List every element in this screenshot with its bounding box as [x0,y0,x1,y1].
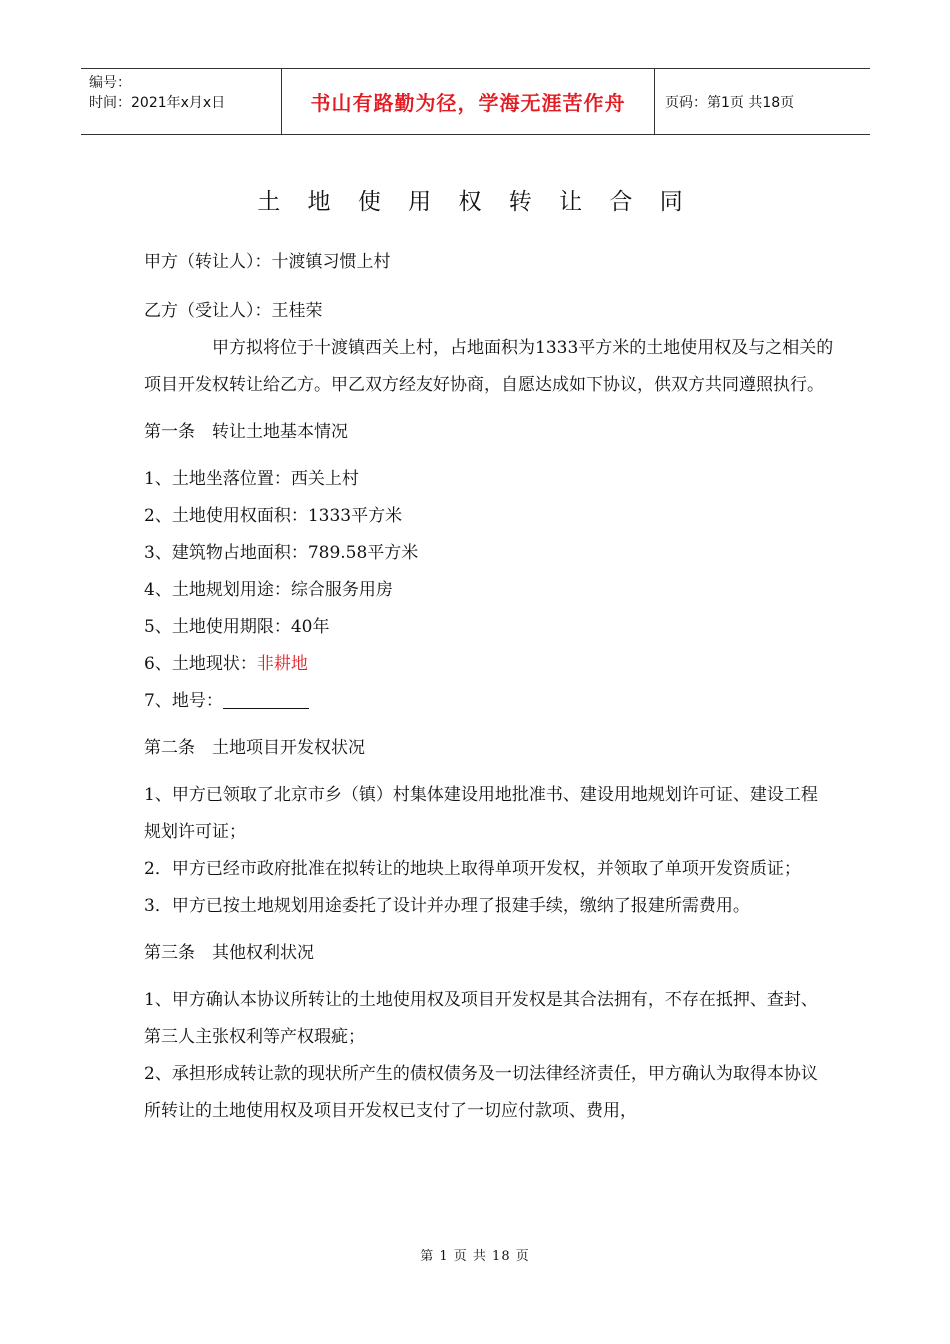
header-meta [81,69,282,134]
number-label: 编号： [89,75,131,91]
lot-number-blank [223,690,309,709]
header-motto-cell [282,69,655,134]
time-text: 时间：2021年x月x日 [89,95,226,111]
land-status-label: 6、土地现状： [144,654,257,674]
article1-item-4: 4、土地规划用途：综合服务用房 [144,580,393,600]
article1-heading: 第一条 转让土地基本情况 [144,422,348,442]
article3-heading: 第三条 其他权利状况 [144,943,314,963]
article1-item-3: 3、建筑物占地面积：789.58平方米 [144,543,419,563]
document-title: 土 地 使 用 权 转 让 合 同 [257,189,693,215]
page-counter: 页码：第1页 共18页 [665,94,795,111]
article3-item-1: 1、甲方确认本协议所转让的土地使用权及项目开发权是其合法拥有，不存在抵押、查封、第三人主张权利等产权瑕疵； [144,990,818,1047]
article1-item-2: 2、土地使用权面积：1333平方米 [144,506,403,526]
party-b: 乙方（受让人）：王桂荣 [144,301,323,321]
article2-item-3: 3．甲方已按土地规划用途委托了设计并办理了报建手续，缴纳了报建所需费用。 [144,896,750,916]
document-header [81,68,870,135]
intro-paragraph: 甲方拟将位于十渡镇西关上村，占地面积为1333平方米的土地使用权及与之相关的项目开发权转让给乙方。甲乙双方经友好协商，自愿达成如下协议，供双方共同遵照执行。 [144,338,834,395]
motto-text: 书山有路勤为径，学海无涯苦作舟 [310,91,626,115]
party-a: 甲方（转让人）：十渡镇习惯上村 [144,252,391,272]
article2-heading: 第二条 土地项目开发权状况 [144,738,365,758]
article1-item-7 [144,683,834,720]
header-page-cell [655,69,870,134]
lot-number-label: 7、地号： [144,691,223,711]
article2-item-2: 2．甲方已经市政府批准在拟转让的地块上取得单项开发权，并领取了单项开发资质证； [144,859,801,879]
article1-item-1: 1、土地坐落位置：西关上村 [144,469,359,489]
article1-item-6 [144,646,834,683]
article2-item-1: 1、甲方已领取了北京市乡（镇）村集体建设用地批准书、建设用地规划许可证、建设工程规划许可证； [144,785,818,842]
document-body [144,244,834,1130]
article1-item-5: 5、土地使用期限：40年 [144,617,330,637]
page-footer: 第 1 页 共 18 页 [420,1249,530,1264]
land-status-value: 非耕地 [256,654,308,674]
article3-item-2: 2、承担形成转让款的现状所产生的债权债务及一切法律经济责任，甲方确认为取得本协议所转让的土地使用权及项目开发权已支付了一切应付款项、费用， [144,1064,818,1121]
